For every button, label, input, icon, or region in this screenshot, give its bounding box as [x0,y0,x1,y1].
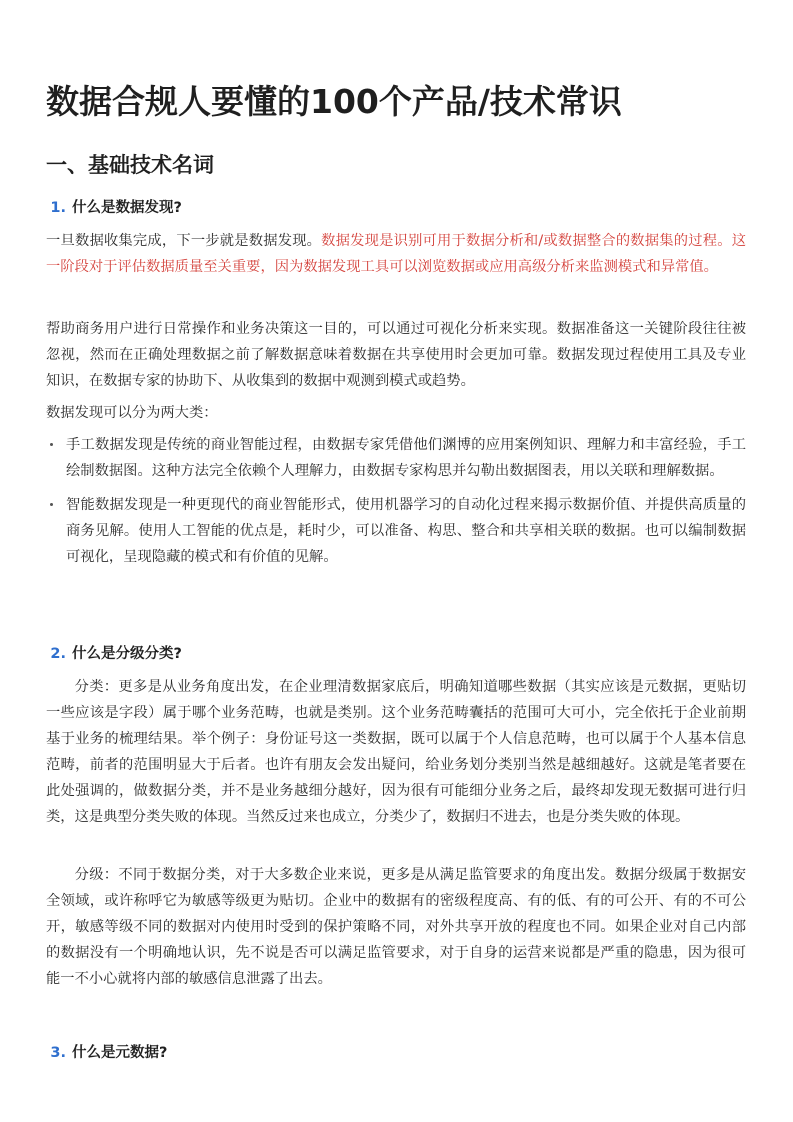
discovery-types-list [46,432,746,578]
question-number: 3. [50,1045,66,1061]
section-heading: 一、基础技术名词 [46,153,214,177]
paragraph-data-discovery-purpose: 帮助商务用户进行日常操作和业务决策这一目的，可以通过可视化分析来实现。数据准备这一关键阶段往往被忽视，然而在正确处理数据之前了解数据意味着数据在共享使用时会更加可靠。数据发现过程使用工具及专业知识，在数据专家的协助下、从收集到的数据中观测到模式或趋势。 [46,321,746,389]
page-title: 数据合规人要懂的100个产品/技术常识 [46,82,622,121]
question-title: 什么是数据发现? [72,200,182,216]
intro-text: 一旦数据收集完成，下一步就是数据发现。 [46,233,322,249]
question-heading-2 [46,643,182,665]
paragraph-grading: 分级：不同于数据分类，对于大多数企业来说，更多是从满足监管要求的角度出发。数据分级属于数据安全领域，或许称呼它为敏感等级更为贴切。企业中的数据有的密级程度高、有的低、有的可公开、有的不可公开，敏感等级不同的数据对内使用时受到的保护策略不同，对外共享开放的程度也不同。如果企业对自己内部的数据没有一个明确地认识，先不说是否可以满足监管要求，对于自身的运营来说都是严重的隐患，因为很可能一不小心就将内部的敏感信息泄露了出去。 [46,867,746,987]
paragraph-categories-intro: 数据发现可以分为两大类： [46,405,218,421]
question-title: 什么是元数据? [72,1045,168,1061]
list-item-text: 手工数据发现是传统的商业智能过程，由数据专家凭借他们渊博的应用案例知识、理解力和丰富经验，手工绘制数据图。这种方法完全依赖个人理解力，由数据专家构思并勾勒出数据图表，用以关联和理解数据。 [66,437,746,479]
paragraph-data-discovery-intro [46,228,746,280]
bullet-icon [50,503,53,506]
question-number: 1. [50,200,66,216]
bullet-icon [50,443,53,446]
question-title: 什么是分级分类? [72,646,182,662]
question-heading-3 [46,1042,167,1064]
list-item [46,492,746,570]
list-item [46,432,746,484]
question-heading-1 [46,197,182,219]
list-item-text: 智能数据发现是一种更现代的商业智能形式，使用机器学习的自动化过程来揭示数据价值、并提供高质量的商务见解。使用人工智能的优点是，耗时少，可以准备、构思、整合和共享相关联的数据。也可以编制数据可视化，呈现隐藏的模式和有价值的见解。 [66,497,746,565]
highlighted-definition: 数据发现是识别可用于数据分析和/或数据整合的数据集的过程。这一阶段对于评估数据质量至关重要，因为数据发现工具可以浏览数据或应用高级分析来监测模式和异常值。 [46,233,746,275]
question-number: 2. [50,646,66,662]
paragraph-classification: 分类：更多是从业务角度出发，在企业理清数据家底后，明确知道哪些数据（其实应该是元数据，更贴切一些应该是字段）属于哪个业务范畴，也就是类别。这个业务范畴囊括的范围可大可小，完全依托于企业前期基于业务的梳理结果。举个例子：身份证号这一类数据，既可以属于个人信息范畴，也可以属于个人基本信息范畴，前者的范围明显大于后者。也许有朋友会发出疑问，给业务划分类别当然是越细越好。这就是笔者要在此处强调的，做数据分类，并不是业务越细分越好，因为很有可能细分业务之后，最终却发现无数据可进行归类，这是典型分类失败的体现。当然反过来也成立，分类少了，数据归不进去，也是分类失败的体现。 [46,679,746,825]
